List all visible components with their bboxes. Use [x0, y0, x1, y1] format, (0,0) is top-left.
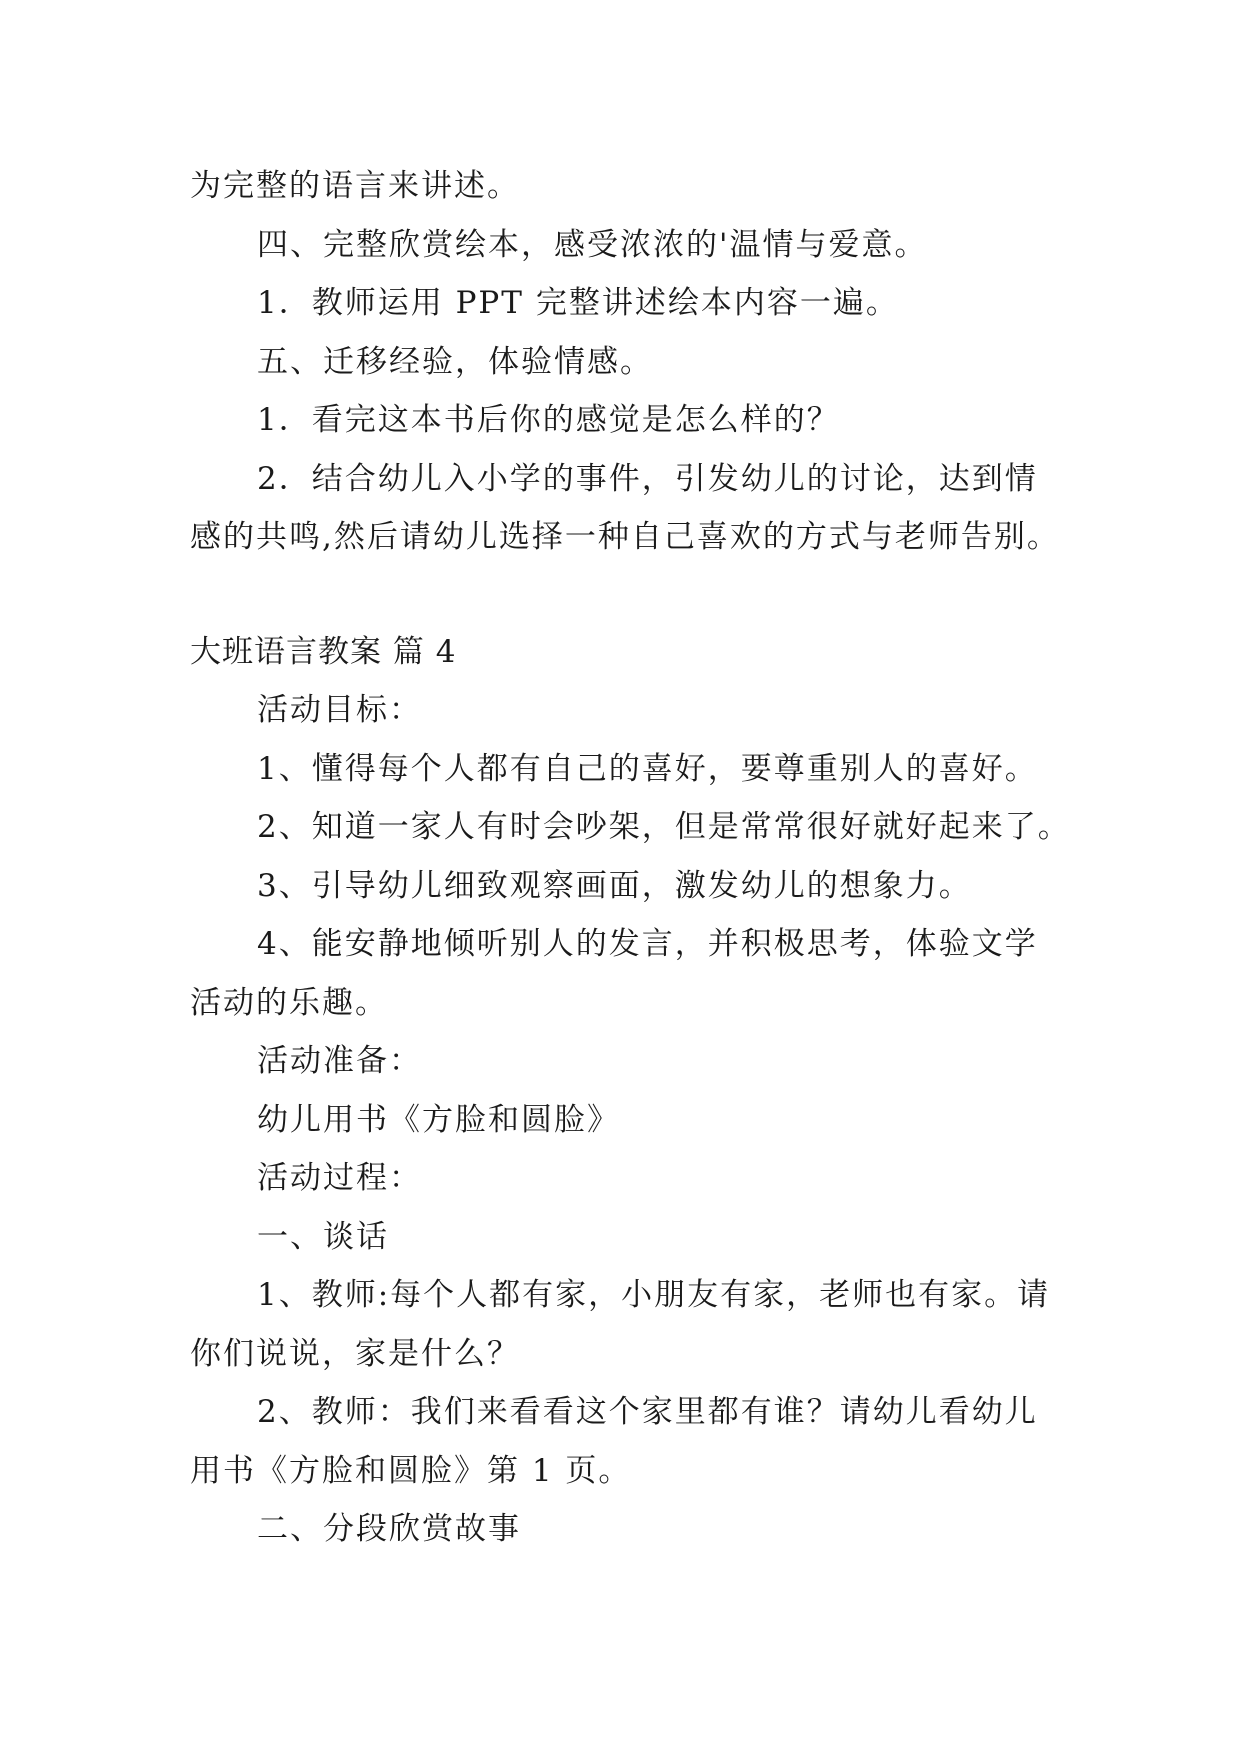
list-item: 2、知道一家人有时会吵架，但是常常很好就好起来了。	[257, 809, 1071, 845]
step-heading-2: 二、分段欣赏故事	[257, 1511, 521, 1547]
list-item-continuation: 感的共鸣,然后请幼儿选择一种自己喜欢的方式与老师告别。	[190, 519, 1060, 555]
list-item-continuation: 用书《方脸和圆脸》第 1 页。	[190, 1453, 632, 1489]
list-item: 1、教师:每个人都有家，小朋友有家，老师也有家。请	[257, 1277, 1051, 1313]
section-heading-5: 五、迁移经验，体验情感。	[257, 344, 653, 380]
list-item: 1．教师运用 PPT 完整讲述绘本内容一遍。	[257, 285, 899, 321]
preparation-heading: 活动准备：	[257, 1043, 422, 1079]
list-item: 1．看完这本书后你的感觉是怎么样的？	[257, 402, 840, 438]
list-item-continuation: 活动的乐趣。	[190, 985, 388, 1021]
list-item: 3、引导幼儿细致观察画面，激发幼儿的想象力。	[257, 868, 972, 904]
goals-heading: 活动目标：	[257, 692, 422, 728]
section-heading-4: 四、完整欣赏绘本，感受浓浓的'温情与爱意。	[257, 227, 928, 263]
list-item-continuation: 你们说说，家是什么？	[190, 1336, 520, 1372]
step-heading-1: 一、谈话	[257, 1219, 389, 1255]
list-item: 2、教师：我们来看看这个家里都有谁？请幼儿看幼儿	[257, 1394, 1038, 1430]
preparation-item: 幼儿用书《方脸和圆脸》	[257, 1102, 620, 1138]
list-item: 2．结合幼儿入小学的事件，引发幼儿的讨论，达到情	[257, 461, 1038, 497]
process-heading: 活动过程：	[257, 1160, 422, 1196]
paragraph-continuation: 为完整的语言来讲述。	[190, 168, 520, 204]
list-item: 4、能安静地倾听别人的发言，并积极思考，体验文学	[257, 926, 1038, 962]
document-title: 大班语言教案 篇 4	[190, 634, 457, 670]
list-item: 1、懂得每个人都有自己的喜好，要尊重别人的喜好。	[257, 751, 1038, 787]
